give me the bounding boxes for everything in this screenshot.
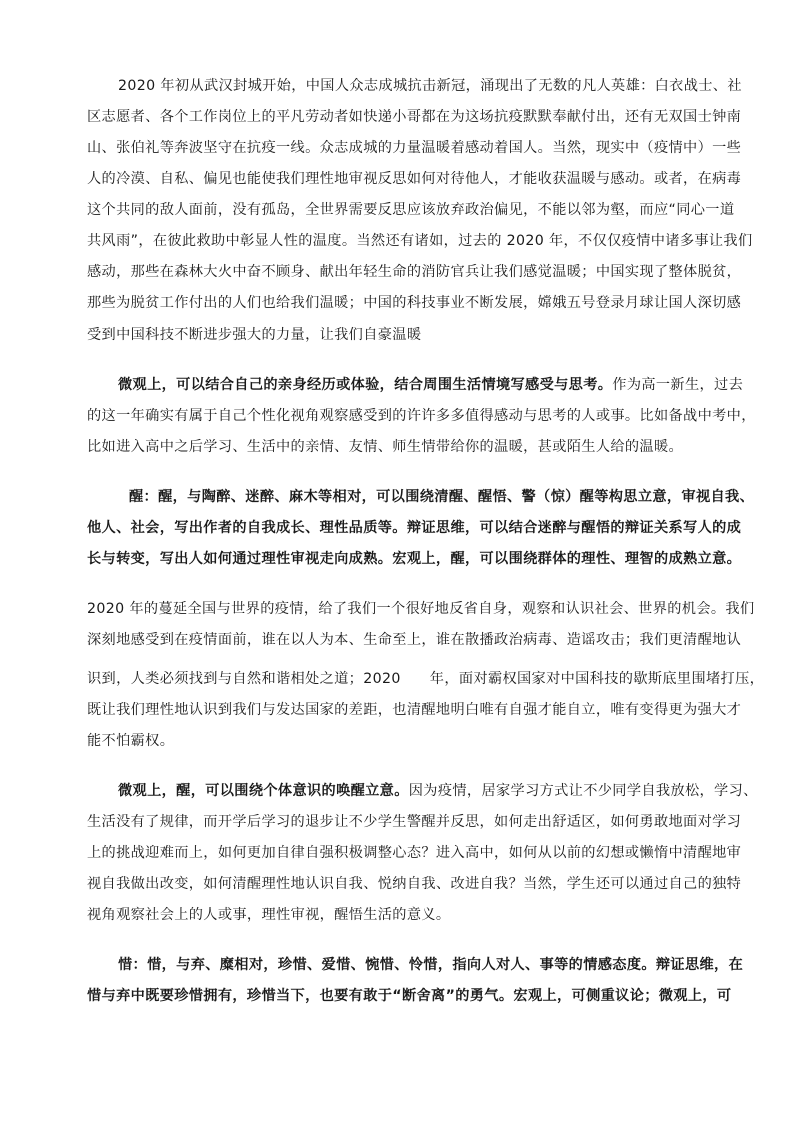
text-line-mixed [87, 375, 744, 395]
text-line-bold: 醒：醒，与陶醉、迷醉、麻木等相对，可以围绕清醒、醒悟、警（惊）醒等构思立意，审视自我、 [129, 489, 755, 505]
text-line: 感动，那些在森林大火中奋不顾身、献出年轻生命的消防官兵让我们感觉温暖；中国实现了整体脱贫， [87, 264, 742, 280]
text-line-bold: 他人、社会，写出作者的自我成长、理性品质等。辩证思维，可以结合迷醉与醒悟的辩证关系写人的成 [87, 520, 742, 536]
text-line: 视自我做出改变，如何清醒理性地认识自我、悦纳自我、改进自我？当然，学生还可以通过自己的独特 [87, 876, 742, 892]
text-line-bold: 长与转变，写出人如何通过理性审视走向成熟。宏观上，醒，可以围绕群体的理性、理智的成熟立意。 [87, 551, 742, 567]
text-line: 视角观察社会上的人或事，理性审视，醒悟生活的意义。 [87, 907, 451, 923]
text-line-mixed [87, 781, 758, 801]
text-line: 2020 年的蔓延全国与世界的疫情，给了我们一个很好地反省自身，观察和认识社会、世界的机会。我们 [87, 601, 755, 617]
bold-lead: 微观上，可以结合自己的亲身经历或体验，结合周围生活情境写感受与思考。 [118, 377, 613, 393]
text-line: 的这一年确实有属于自己个性化视角观察感受到的许许多多值得感动与思考的人或事。比如备战中考中， [87, 408, 756, 424]
text-line: 生活没有了规律，而开学后学习的退步让不少学生警醒并反思，如何走出舒适区，如何勇敢地面对学习 [87, 814, 742, 830]
text-line: 能不怕霸权。 [87, 733, 175, 749]
text-line: 2020 年初从武汉封城开始，中国人众志成城抗击新冠，涌现出了无数的凡人英雄：白衣战士、社 [118, 78, 742, 94]
plain-rest: 作为高一新生，过去 [612, 377, 744, 393]
text-line: 识到，人类必须找到与自然和谐相处之道；2020 年，面对霸权国家对中国科技的歇斯底里围堵打压， [87, 671, 765, 687]
text-line-bold: 惜与弃中既要珍惜拥有，珍惜当下，也要有敢于“断舍离”的勇气。宏观上，可侧重议论；微观上，可 [87, 988, 732, 1004]
plain-rest: 因为疫情，居家学习方式让不少同学自我放松，学习、 [408, 783, 758, 799]
text-line-bold: 惜：惜，与弃、糜相对，珍惜、爱惜、惋惜、怜惜，指向人对人、事等的情感态度。辩证思维，在 [118, 957, 744, 973]
text-line: 人的冷漠、自私、偏见也能使我们理性地审视反思如何对待他人，才能收获温暖与感动。或者，在病毒 [87, 171, 742, 187]
text-line: 共风雨”，在彼此救助中彰显人性的温度。当然还有诸如，过去的 2020 年，不仅仅疫情中诸多事让我们 [87, 233, 753, 249]
text-line: 受到中国科技不断进步强大的力量，让我们自豪温暖 [87, 327, 422, 343]
text-line: 区志愿者、各个工作岗位上的平凡劳动者如快递小哥都在为这场抗疫默默奉献付出，还有无双国士钟南 [87, 109, 742, 125]
text-line: 那些为脱贫工作付出的人们也给我们温暖；中国的科技事业不断发展，嫦娥五号登录月球让国人深切感 [87, 295, 742, 311]
text-line: 山、张伯礼等奔波坚守在抗疫一线。众志成城的力量温暖着感动着国人。当然，现实中（疫情中）一些 [87, 140, 742, 156]
text-line: 这个共同的敌人面前，没有孤岛，全世界需要反思应该放弃政治偏见，不能以邻为壑，而应“同心一道 [87, 202, 735, 218]
text-line: 既让我们理性地认识到我们与发达国家的差距，也清醒地明白唯有自强才能自立，唯有变得更为强大才 [87, 702, 742, 718]
text-line: 深刻地感受到在疫情面前，谁在以人为本、生命至上，谁在散播政治病毒、造谣攻击；我们更清醒地认 [87, 632, 742, 648]
text-line: 比如进入高中之后学习、生活中的亲情、友情、师生情带给你的温暖，甚或陌生人给的温暖。 [87, 439, 684, 455]
bold-lead: 微观上，醒，可以围绕个体意识的唤醒立意。 [118, 783, 409, 799]
text-line: 上的挑战迎难而上，如何更加自律自强积极调整心态？进入高中，如何从以前的幻想或懒惰中清醒地审 [87, 845, 742, 861]
